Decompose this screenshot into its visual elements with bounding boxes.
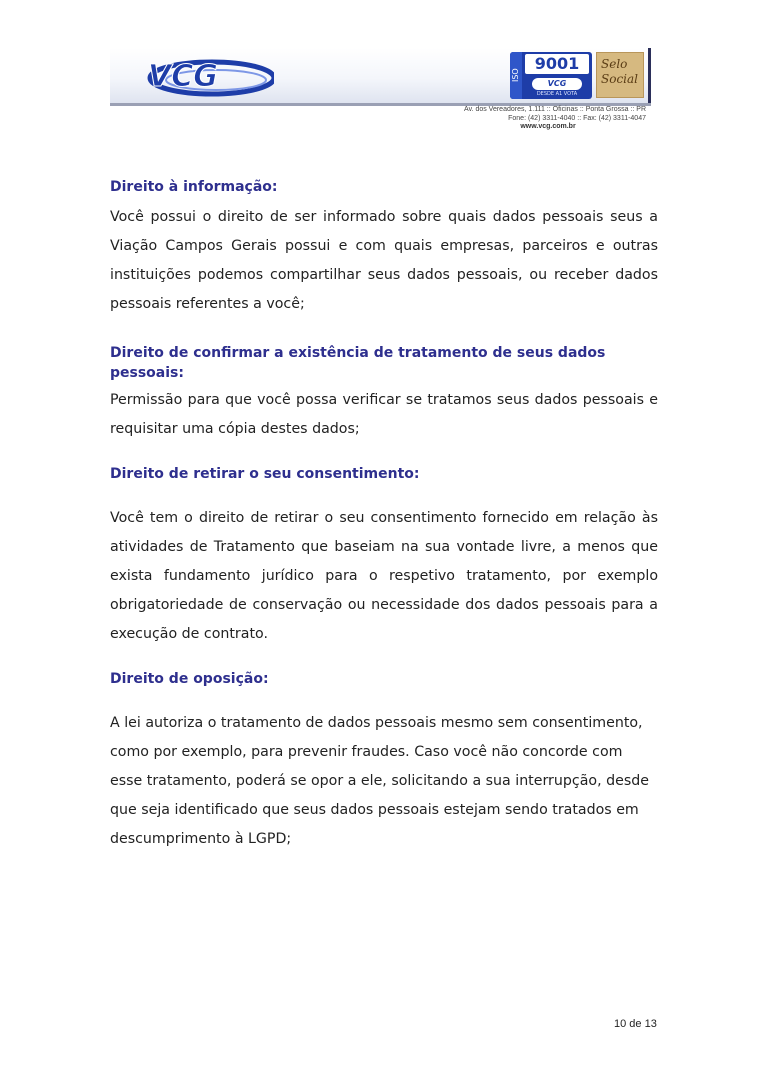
iso-caption: DESDE A1 VOTA bbox=[536, 91, 578, 97]
section-right-to-object bbox=[110, 669, 658, 854]
website-link[interactable]: www.vcg.com.br bbox=[520, 123, 576, 130]
section-heading: Direito à informação: bbox=[110, 179, 278, 195]
iso-mini-logo: VCG bbox=[532, 78, 582, 90]
selo-social-seal bbox=[596, 52, 644, 98]
document-body bbox=[110, 177, 658, 854]
section-right-to-withdraw-consent bbox=[110, 464, 658, 649]
section-heading: Direito de retirar o seu consentimento: bbox=[110, 466, 420, 482]
letterhead-banner bbox=[110, 48, 651, 103]
seal-line-2: Social bbox=[601, 72, 638, 86]
company-address bbox=[410, 106, 646, 132]
page-number: 10 de 13 bbox=[614, 1018, 657, 1030]
section-body: A lei autoriza o tratamento de dados pessoais mesmo sem consentimento, como por exemplo, para prevenir fraudes. Caso você não concorde com esse tratamento, poderá se opor a ele, solicitando a sua interrupção, desde que seja identificado que seus dados pessoais estejam sendo tratados em descumprimento à LGPD; bbox=[110, 715, 649, 847]
section-body: Você possui o direito de ser informado sobre quais dados pessoais seus a Viação Campos Gerais possui e com quais empresas, parceiros e outras instituições podemos compartilhar seus dados pessoais, ou receber dados pessoais referentes a você; bbox=[110, 209, 658, 312]
section-heading: Direito de confirmar a existência de tratamento de seus dados pessoais: bbox=[110, 345, 606, 381]
iso-number: 9001 bbox=[525, 54, 589, 74]
address-line-1: Av. dos Vereadores, 1.111 :: Oficinas :: Ponta Grossa :: PR bbox=[464, 106, 646, 113]
section-right-to-confirm-processing bbox=[110, 343, 658, 444]
address-line-2: Fone: (42) 3311-4040 :: Fax: (42) 3311-4047 bbox=[508, 114, 646, 122]
letterhead bbox=[110, 48, 650, 134]
iso-side-label: ISO bbox=[510, 52, 522, 99]
section-body: Você tem o direito de retirar o seu consentimento fornecido em relação às atividades de Tratamento que baseiam na sua vontade livre, a menos que exista fundamento jurídico para o respetivo tratamento, por exemplo obrigatoriedade de conservação ou necessidade dos dados pessoais para a execução de contrato. bbox=[110, 510, 658, 642]
section-right-to-information bbox=[110, 177, 658, 319]
iso-9001-seal bbox=[510, 52, 592, 99]
logo-text: VCG bbox=[148, 59, 218, 94]
seal-line-1: Selo bbox=[601, 57, 628, 71]
section-body: Permissão para que você possa verificar se tratamos seus dados pessoais e requisitar uma cópia destes dados; bbox=[110, 392, 658, 437]
section-heading: Direito de oposição: bbox=[110, 671, 269, 687]
vcg-logo bbox=[144, 52, 274, 98]
